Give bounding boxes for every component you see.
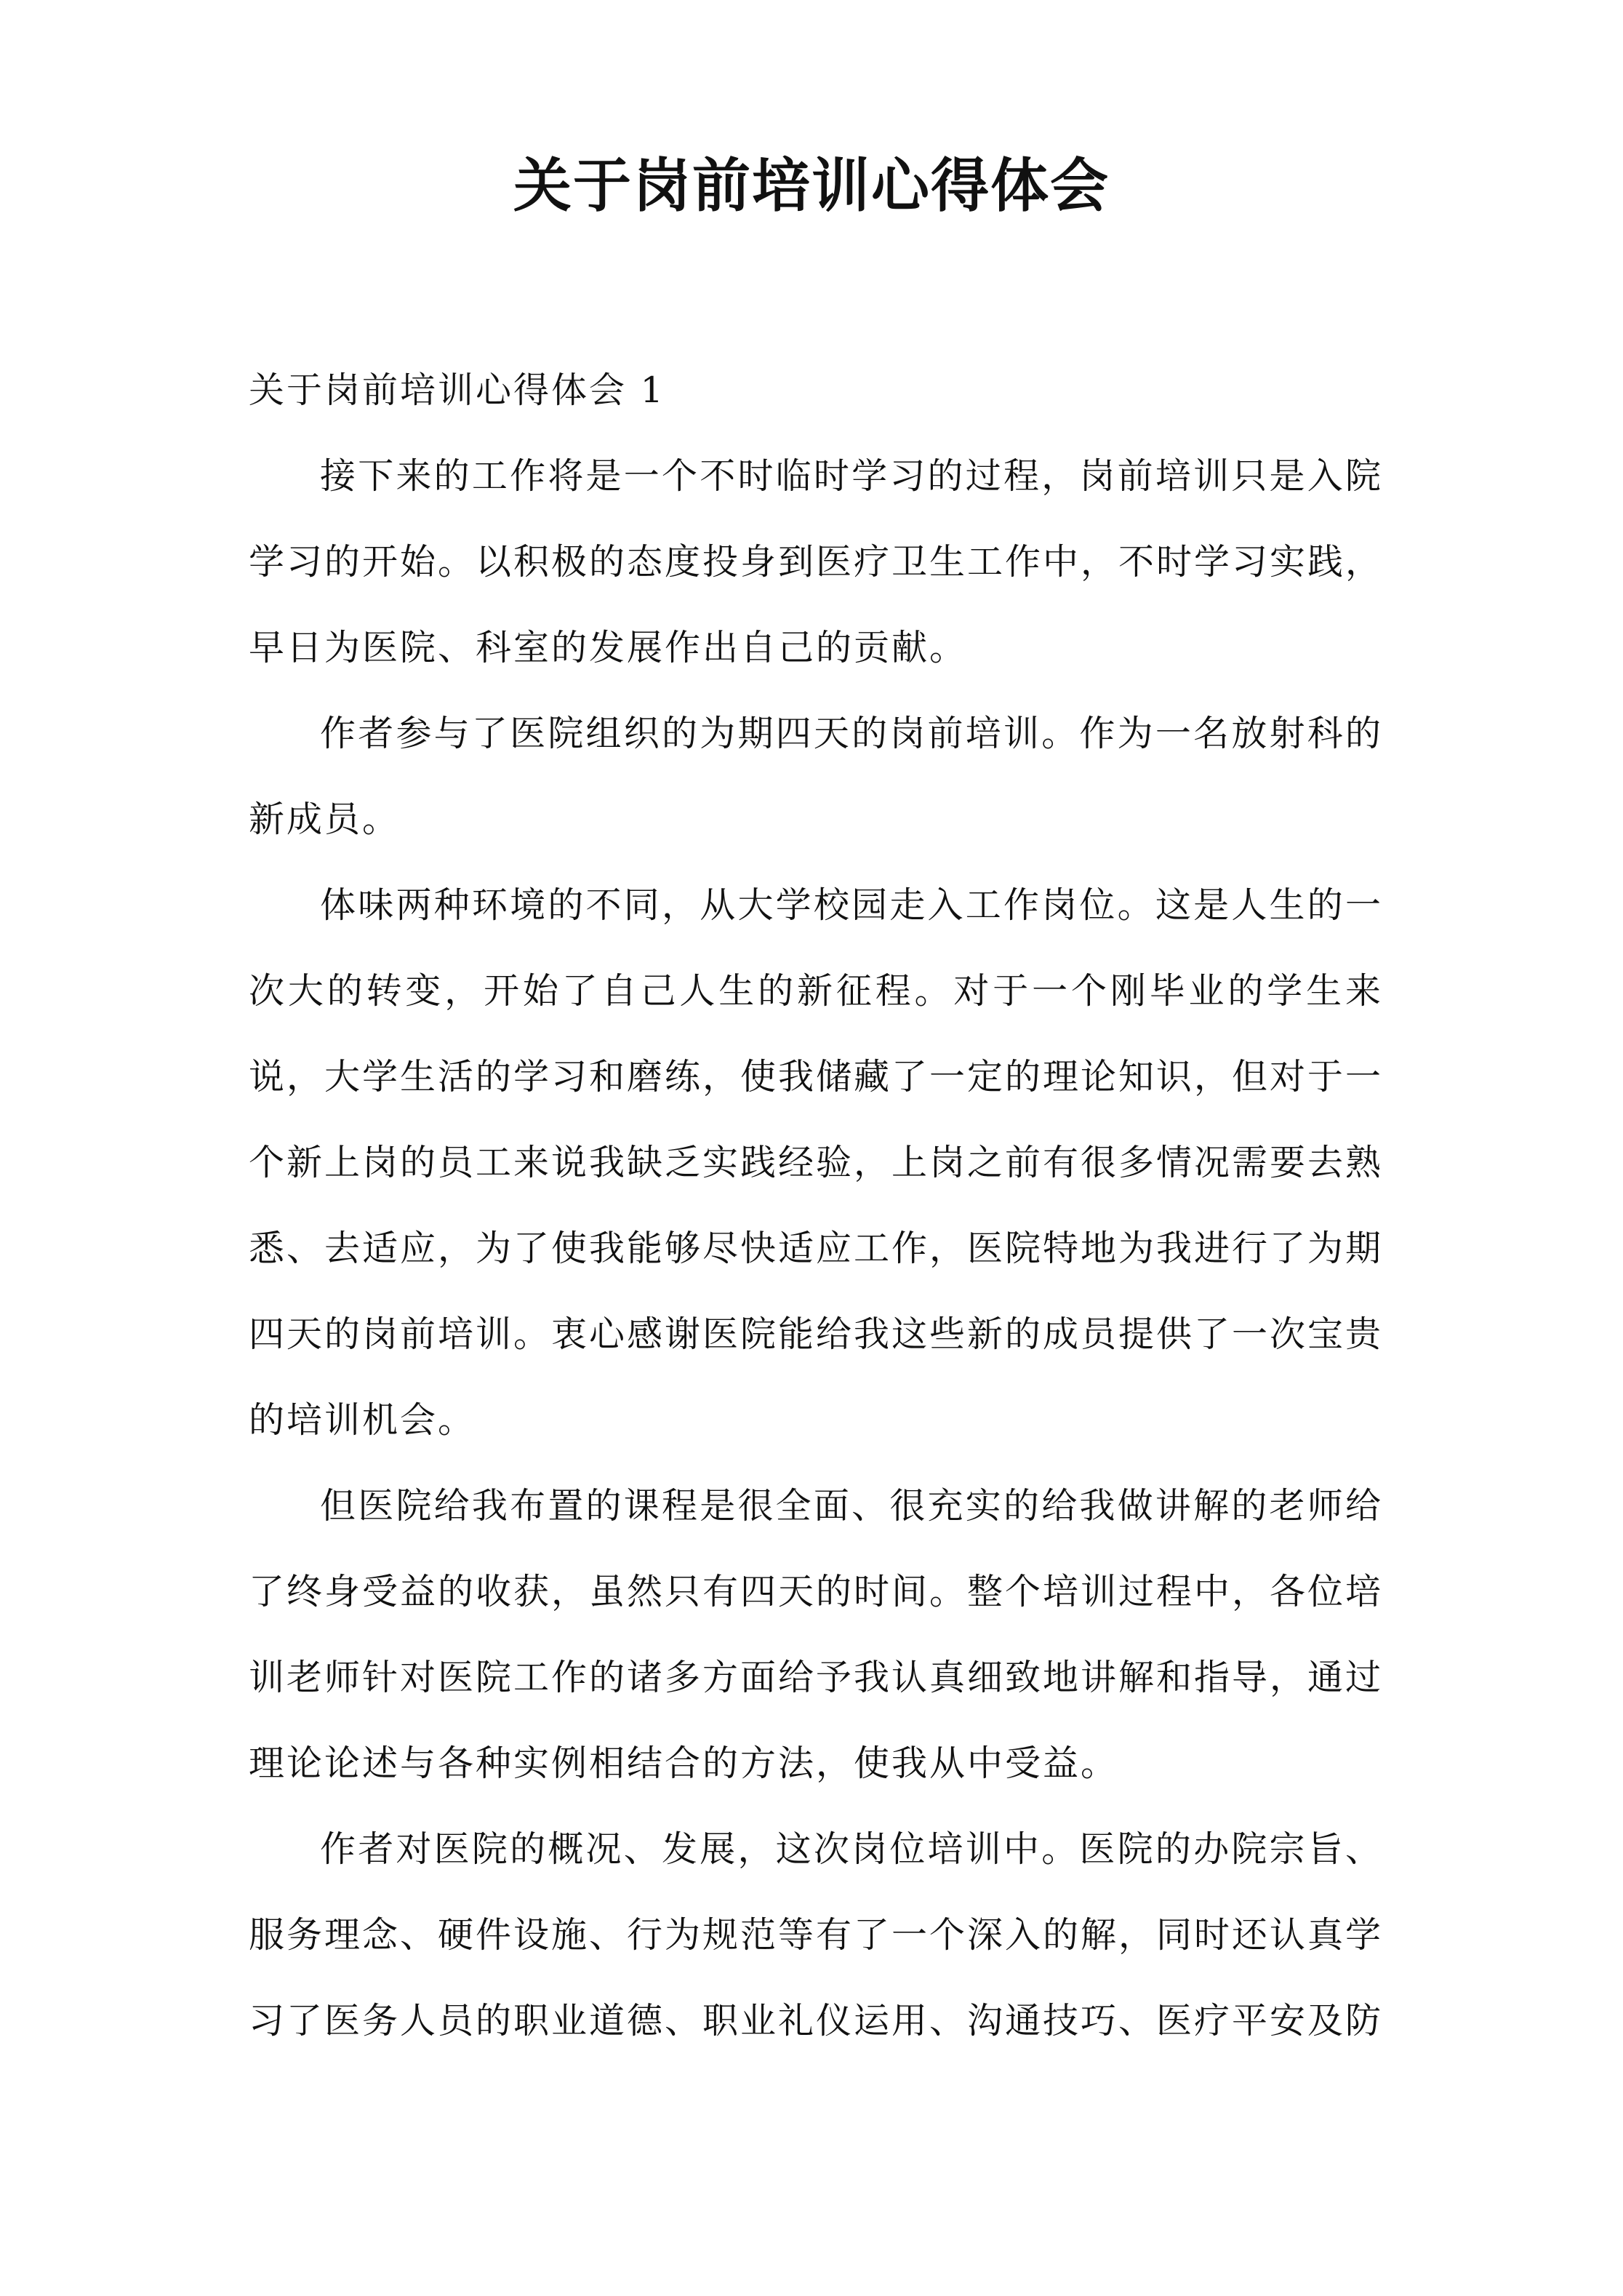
section-heading: 关于岗前培训心得体会 1	[249, 369, 665, 411]
paragraph: 但医院给我布置的课程是很全面、很充实的给我做讲解的老师给了终身受益的收获，虽然只有四天的时间。整个培训过程中，各位培训老师针对医院工作的诸多方面给予我认真细致地讲解和指导，通过理论论述与各种实例相结合的方法，使我从中受益。	[249, 1485, 1384, 1784]
paragraph: 作者对医院的概况、发展，这次岗位培训中。医院的办院宗旨、服务理念、硬件设施、行为规范等有了一个深入的解，同时还认真学习了医务人员的职业道德、职业礼仪运用、沟通技巧、医疗平安及防	[249, 1828, 1384, 2041]
paragraph: 接下来的工作将是一个不时临时学习的过程，岗前培训只是入院学习的开始。以积极的态度投身到医疗卫生工作中，不时学习实践，早日为医院、科室的发展作出自己的贡献。	[249, 455, 1384, 668]
document-title: 关于岗前培训心得体会	[513, 151, 1110, 220]
document-body	[249, 348, 1383, 2064]
paragraph: 体味两种环境的不同，从大学校园走入工作岗位。这是人生的一次大的转变，开始了自己人生的新征程。对于一个刚毕业的学生来说，大学生活的学习和磨练，使我储藏了一定的理论知识，但对于一个新上岗的员工来说我缺乏实践经验，上岗之前有很多情况需要去熟悉、去适应，为了使我能够尽快适应工作，医院特地为我进行了为期四天的岗前培训。衷心感谢医院能给我这些新的成员提供了一次宝贵的培训机会。	[249, 884, 1384, 1441]
paragraph: 作者参与了医院组织的为期四天的岗前培训。作为一名放射科的新成员。	[249, 713, 1383, 840]
